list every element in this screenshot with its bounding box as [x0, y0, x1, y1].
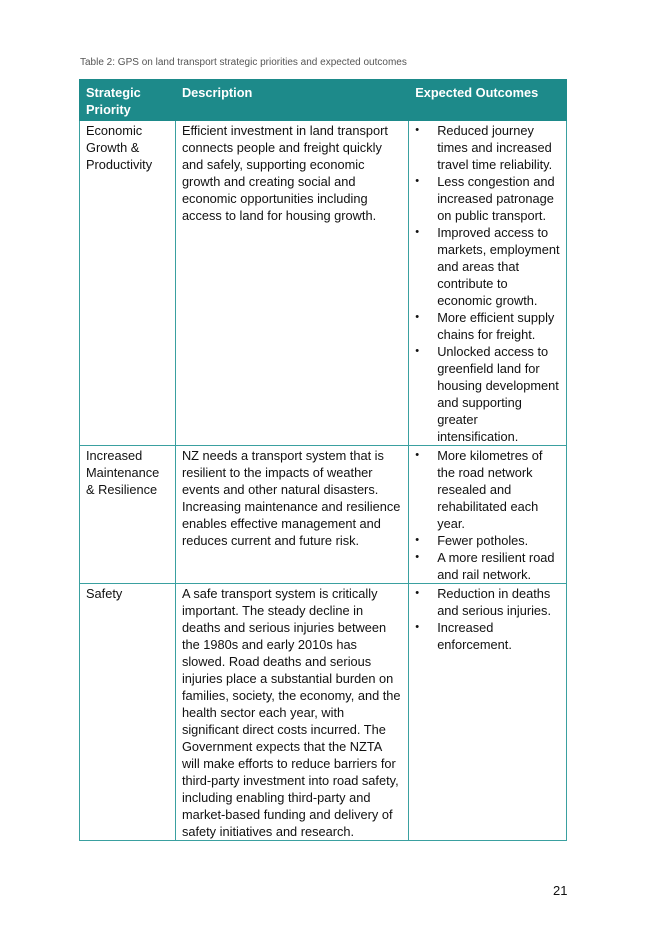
header-description: Description: [175, 80, 408, 121]
header-strategic-priority: Strategic Priority: [80, 80, 176, 121]
table-row-economic-growth: [80, 121, 567, 446]
outcome-item: • Unlocked access to greenfield land for housing development and supporting greater intensification.: [415, 343, 560, 445]
table-row-safety: [80, 584, 567, 841]
outcome-item: • Reduction in deaths and serious injuries.: [415, 585, 560, 619]
outcomes-list: [415, 122, 560, 445]
priority-cell: Increased Maintenance & Resilience: [80, 446, 176, 584]
outcomes-cell: [409, 584, 567, 841]
priority-cell: Safety: [80, 584, 176, 841]
table-row-maintenance-resilience: [80, 446, 567, 584]
description-cell: NZ needs a transport system that is resilient to the impacts of weather events and other natural disasters. Increasing maintenance and resilience enables effective management and reduces current and future risk.: [175, 446, 408, 584]
outcome-item: • More efficient supply chains for freight.: [415, 309, 560, 343]
outcomes-list: [415, 447, 560, 583]
outcome-item: • A more resilient road and rail network.: [415, 549, 560, 583]
description-cell: A safe transport system is critically important. The steady decline in deaths and serious injuries between the 1980s and early 2010s has slowed. Road deaths and serious injuries place a substantial burden on families, society, the economy, and the health sector each year, with significant direct costs incurred. The Government expects that the NZTA will make efforts to reduce barriers for third-party investment into road safety, including enabling third-party and market-based funding and delivery of safety initiatives and research.: [175, 584, 408, 841]
strategic-priorities-table: [79, 79, 567, 841]
priority-cell: Economic Growth & Productivity: [80, 121, 176, 446]
outcome-item: • Fewer potholes.: [415, 532, 560, 549]
table-caption: Table 2: GPS on land transport strategic priorities and expected outcomes: [80, 57, 407, 68]
outcomes-cell: [409, 446, 567, 584]
outcomes-cell: [409, 121, 567, 446]
outcome-item: • Increased enforcement.: [415, 619, 560, 653]
outcome-item: • Improved access to markets, employment and areas that contribute to economic growth.: [415, 224, 560, 309]
outcomes-list: [415, 585, 560, 653]
header-expected-outcomes: Expected Outcomes: [409, 80, 567, 121]
outcome-item: • More kilometres of the road network resealed and rehabilitated each year.: [415, 447, 560, 532]
description-cell: Efficient investment in land transport connects people and freight quickly and safely, supporting economic growth and creating social and economic opportunities including access to land for housing growth.: [175, 121, 408, 446]
outcome-item: • Less congestion and increased patronage on public transport.: [415, 173, 560, 224]
table-header-row: [80, 80, 567, 121]
page-number: 21: [553, 883, 568, 898]
outcome-item: • Reduced journey times and increased travel time reliability.: [415, 122, 560, 173]
